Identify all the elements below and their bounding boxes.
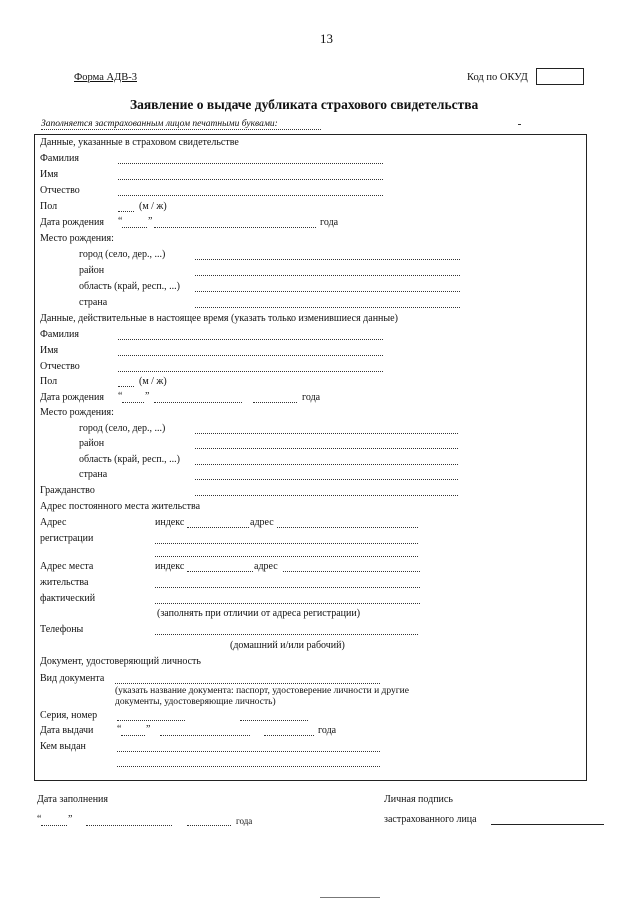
reg-address-field-1[interactable] [277, 527, 418, 528]
issue-year-field[interactable] [264, 735, 314, 736]
s1-region-label: область (край, респ., ...) [79, 281, 180, 292]
s1-country-label: страна [79, 297, 108, 308]
address-heading: Адрес постоянного места жительства [40, 501, 201, 512]
series-number-label: Серия, номер [40, 710, 98, 721]
okud-label: Код по ОКУД [467, 72, 528, 83]
issued-by-field-1[interactable] [117, 751, 380, 752]
s1-birth-quote-open: “ [118, 216, 123, 227]
signature-label-2: застрахованного лица [384, 814, 477, 825]
s1-sex-hint: (м / ж) [139, 201, 167, 212]
s2-birth-quote-open: “ [118, 391, 123, 402]
fill-quote-close: ” [68, 814, 73, 825]
issue-quote-close: ” [146, 724, 151, 735]
actual-address-note: (заполнять при отличии от адреса регистрации) [157, 608, 361, 619]
s2-sex-hint: (м / ж) [139, 376, 167, 387]
s2-birth-day-field[interactable] [122, 402, 144, 403]
page-number: 13 [320, 31, 333, 46]
actual-address-field-1[interactable] [283, 571, 420, 572]
document-type-label: Вид документа [40, 673, 105, 684]
issue-date-label: Дата выдачи [40, 725, 94, 736]
actual-address-label-3: фактический [40, 593, 96, 604]
s2-country-label: страна [79, 469, 108, 480]
s2-region-field[interactable] [195, 464, 458, 465]
fill-month-field[interactable] [86, 825, 172, 826]
s2-country-field[interactable] [195, 479, 458, 480]
s1-surname-label: Фамилия [40, 153, 79, 164]
s2-sex-field[interactable] [118, 386, 134, 387]
s2-sex-label: Пол [40, 376, 58, 387]
fill-year-field[interactable] [187, 825, 231, 826]
s2-district-label: район [79, 438, 105, 449]
form-title: Заявление о выдаче дубликата страхового свидетельства [130, 97, 479, 112]
s2-patronymic-label: Отчество [40, 361, 80, 372]
s1-city-label: город (село, дер., ...) [79, 249, 166, 260]
fill-year-label: года [236, 816, 253, 826]
reg-index-label: индекс [155, 517, 185, 528]
reg-address-field-2[interactable] [155, 543, 418, 544]
s1-birth-place-label: Место рождения: [40, 233, 114, 244]
s1-district-field[interactable] [195, 275, 460, 276]
reg-address-field-3[interactable] [155, 556, 418, 557]
s2-patronymic-field[interactable] [118, 371, 383, 372]
phones-note: (домашний и/или рабочий) [230, 640, 345, 651]
s1-district-label: район [79, 265, 105, 276]
s2-name-label: Имя [40, 345, 59, 356]
s2-birth-year-field[interactable] [253, 402, 297, 403]
reg-addr-label: адрес [250, 517, 274, 528]
phones-label: Телефоны [40, 624, 84, 635]
signature-field[interactable] [491, 824, 604, 825]
s2-surname-label: Фамилия [40, 329, 79, 340]
s1-birth-year-label: года [320, 217, 339, 228]
section2-heading: Данные, действительные в настоящее время (указать только изменившиеся данные) [40, 313, 398, 324]
actual-addr-label: адрес [254, 561, 278, 572]
issue-quote-open: “ [117, 724, 122, 735]
document-type-note-1: (указать название документа: паспорт, удостоверение личности и другие [115, 686, 409, 696]
s1-sex-field[interactable] [118, 211, 134, 212]
issue-day-field[interactable] [121, 735, 145, 736]
s2-region-label: область (край, респ., ...) [79, 454, 180, 465]
s2-birth-quote-close: ” [145, 391, 150, 402]
actual-index-label: индекс [155, 561, 185, 572]
s2-city-label: город (село, дер., ...) [79, 423, 166, 434]
actual-index-field[interactable] [187, 571, 253, 572]
s2-birth-year-label: года [302, 392, 321, 403]
phones-field[interactable] [155, 634, 418, 635]
fill-date-label: Дата заполнения [37, 794, 108, 805]
form-name: Форма АДВ-3 [74, 72, 137, 83]
series-field[interactable] [117, 720, 185, 721]
reg-index-field[interactable] [187, 527, 249, 528]
s1-country-field[interactable] [195, 307, 460, 308]
fill-instruction: Заполняется застрахованным лицом печатными буквами: [41, 119, 278, 129]
actual-address-field-2[interactable] [155, 587, 420, 588]
s2-citizenship-label: Гражданство [40, 485, 95, 496]
s2-birth-date-label: Дата рождения [40, 392, 104, 403]
instruction-underline [41, 129, 321, 130]
s2-name-field[interactable] [118, 355, 383, 356]
issue-month-field[interactable] [160, 735, 250, 736]
s1-surname-field[interactable] [118, 163, 383, 164]
document-type-note-2: документы, удостоверяющие личность) [115, 697, 276, 707]
s1-patronymic-field[interactable] [118, 195, 383, 196]
s2-district-field[interactable] [195, 448, 458, 449]
s1-city-field[interactable] [195, 259, 460, 260]
issued-by-label: Кем выдан [40, 741, 86, 752]
s1-birth-day-field[interactable] [122, 227, 147, 228]
s2-birth-month-field[interactable] [154, 402, 242, 403]
fill-day-field[interactable] [41, 825, 67, 826]
s1-birth-date-label: Дата рождения [40, 217, 104, 228]
s1-region-field[interactable] [195, 291, 460, 292]
s1-birth-quote-close: ” [148, 216, 153, 227]
number-field[interactable] [240, 720, 308, 721]
s2-surname-field[interactable] [118, 339, 383, 340]
s2-birth-place-label: Место рождения: [40, 407, 114, 418]
actual-address-label-2: жительства [40, 577, 89, 588]
s1-sex-label: Пол [40, 201, 58, 212]
document-heading: Документ, удостоверяющий личность [40, 656, 201, 667]
s1-birth-month-year-field[interactable] [154, 227, 316, 228]
section1-heading: Данные, указанные в страховом свидетельстве [40, 137, 239, 148]
scan-speck [518, 124, 521, 125]
s2-citizenship-field[interactable] [195, 495, 458, 496]
fill-quote-open: “ [37, 814, 42, 825]
actual-address-field-3[interactable] [155, 603, 420, 604]
reg-address-label-2: регистрации [40, 533, 94, 544]
s1-patronymic-label: Отчество [40, 185, 80, 196]
issued-by-field-2[interactable] [117, 766, 380, 767]
actual-address-label-1: Адрес места [40, 561, 94, 572]
okud-code-field[interactable] [536, 68, 584, 85]
reg-address-label-1: Адрес [40, 517, 67, 528]
s1-name-label: Имя [40, 169, 59, 180]
scan-edge-mark [320, 897, 380, 898]
document-type-field[interactable] [115, 683, 380, 684]
s1-name-field[interactable] [118, 179, 383, 180]
s2-city-field[interactable] [195, 433, 458, 434]
issue-year-label: года [318, 725, 337, 736]
signature-label-1: Личная подпись [384, 794, 453, 805]
